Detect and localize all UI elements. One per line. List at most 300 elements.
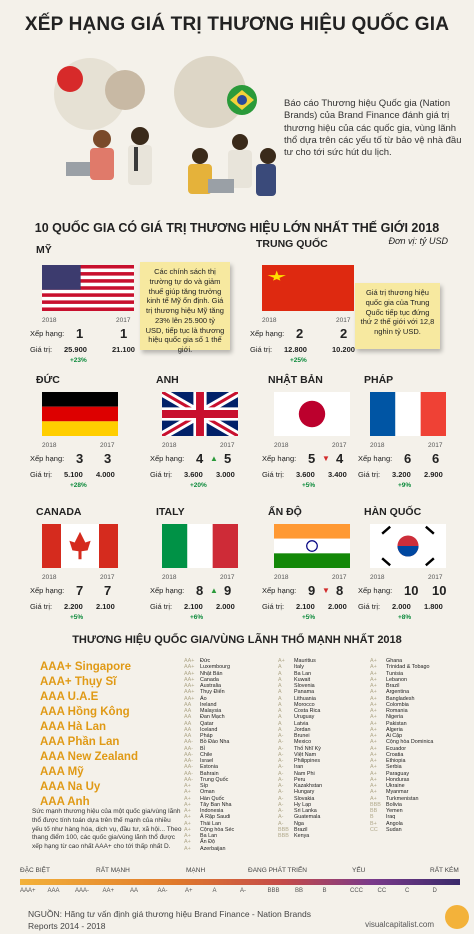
- rating-country: Cộng hòa Dominica: [386, 739, 434, 746]
- rating-grade: A-: [278, 808, 284, 814]
- page-title: XẾP HẠNG GIÁ TRỊ THƯƠNG HIỆU QUỐC GIA: [24, 14, 450, 35]
- growth-percent: +9%: [398, 482, 412, 489]
- value-2017: 10.200: [332, 345, 355, 354]
- singapore-flag-icon: [57, 66, 83, 92]
- rating-grade: AA: [184, 708, 192, 714]
- year-2017: 2017: [336, 317, 351, 324]
- rating-country: Costa Rica: [294, 708, 321, 714]
- scale-grade: CCC: [350, 888, 363, 894]
- growth-percent: +5%: [302, 614, 316, 621]
- rating-country: Kazakhstan: [294, 783, 323, 789]
- rating-country: Ethiopia: [386, 758, 406, 764]
- rating-grade: B+: [370, 820, 377, 827]
- scale-grade: A+: [185, 888, 193, 894]
- year-2018: 2018: [42, 317, 57, 324]
- rating-grade: AA+: [184, 658, 195, 664]
- rating-grade: A+: [370, 770, 377, 777]
- rating-grade: A: [278, 683, 282, 689]
- country-name: CANADA: [36, 506, 82, 518]
- value-2017: 21.100: [112, 345, 135, 354]
- top-brands-list: [40, 660, 138, 810]
- scale-grade: B: [322, 888, 327, 894]
- rating-grade: A+: [370, 658, 377, 664]
- rank-2017: 4: [336, 451, 344, 466]
- rating-grade: A: [278, 714, 282, 721]
- growth-percent: +6%: [190, 614, 204, 621]
- flag-image: [42, 392, 118, 436]
- rating-grade: A: [278, 676, 282, 683]
- rating-country: Jordan: [294, 726, 311, 733]
- value-label: Giá trị:: [250, 345, 273, 354]
- flag-image: [162, 524, 238, 568]
- rating-country: Slovenia: [294, 683, 315, 689]
- rating-grade: A: [278, 670, 282, 677]
- value-2017: 2.000: [216, 602, 235, 611]
- rating-country: Bangladesh: [386, 695, 415, 702]
- rating-country: Panama: [294, 689, 315, 696]
- rating-grade: A: [278, 695, 282, 702]
- rating-country: Pháp: [200, 733, 213, 739]
- rating-country: Nga: [294, 820, 304, 827]
- rating-grade: A-: [278, 814, 284, 821]
- rating-country: Tunisia: [386, 670, 404, 677]
- strong-brands-title: THƯƠNG HIỆU QUỐC GIA/VÙNG LÃNH THỔ MẠNH NHẤT 2018: [72, 634, 402, 646]
- country-name: NHẬT BẢN: [268, 374, 323, 386]
- rating-country: Thổ Nhĩ Kỳ: [294, 745, 321, 752]
- rating-grade: A-: [278, 789, 284, 796]
- value-2017: 3.400: [328, 470, 347, 479]
- rating-country: Hungary: [294, 789, 315, 796]
- scale-grade: A-: [240, 888, 246, 894]
- rating-grade: BB: [370, 808, 378, 814]
- rating-country: Nigeria: [386, 714, 404, 721]
- value-2018: 5.100: [64, 470, 83, 479]
- top-brand-item: AAA Phần Lan: [40, 736, 120, 748]
- growth-percent: +5%: [302, 482, 316, 489]
- country-name: TRUNG QUỐC: [256, 238, 328, 250]
- rank-2018: 1: [76, 326, 84, 341]
- rating-grade: BBB: [278, 833, 289, 839]
- rating-grade: A-: [278, 751, 284, 758]
- rating-grade: A+: [370, 758, 377, 764]
- rating-country: Azerbaijan: [200, 845, 226, 852]
- rating-country: Myanmar: [386, 789, 409, 796]
- rank-label: Xếp hạng:: [30, 586, 65, 595]
- rating-grade: A+: [370, 751, 377, 758]
- rank-label: Xếp hạng:: [150, 454, 185, 463]
- logo-icon: [445, 905, 469, 929]
- rating-grade: A+: [370, 776, 377, 783]
- rating-country: Oman: [200, 789, 215, 796]
- rating-grade: A+: [184, 826, 191, 833]
- rating-country: Hàn Quốc: [200, 795, 225, 802]
- intro-illustration: [30, 44, 280, 214]
- rating-grade: A+: [370, 714, 377, 721]
- rating-country: Ireland: [200, 701, 217, 708]
- rating-grade: AA+: [184, 689, 195, 696]
- rating-grade: A-: [278, 770, 284, 777]
- rating-grade: AA-: [184, 770, 193, 777]
- rank-2017: 10: [432, 583, 447, 598]
- year-2018: 2018: [42, 442, 57, 449]
- rating-grade: A-: [278, 758, 284, 764]
- rating-country: Uruguay: [294, 714, 315, 721]
- rank-2018: 8: [196, 583, 204, 598]
- country-name: HÀN QUỐC: [364, 506, 422, 518]
- rank-2017: 6: [432, 451, 440, 466]
- growth-percent: +5%: [70, 614, 84, 621]
- rating-country: Bolivia: [386, 801, 402, 808]
- rating-country: Brazil: [386, 683, 400, 689]
- value-2017: 2.100: [96, 602, 115, 611]
- flag-image: [370, 392, 446, 436]
- year-2017: 2017: [100, 574, 115, 581]
- rating-country: Tây Ban Nha: [200, 801, 232, 808]
- rating-country: Estonia: [200, 764, 218, 771]
- unit-label: Đơn vị: tỷ USD: [388, 236, 448, 246]
- rank-label: Xếp hạng:: [250, 329, 285, 338]
- rating-grade: A+: [370, 789, 377, 796]
- growth-percent: +23%: [70, 357, 87, 364]
- rating-grade: A+: [184, 833, 191, 839]
- top-brand-item: AAA Na Uy: [40, 781, 101, 793]
- rating-grade: AA+: [184, 676, 195, 683]
- rating-grade: A+: [184, 820, 191, 827]
- rating-grade: A+: [370, 676, 377, 683]
- rating-grade: A+: [184, 801, 191, 808]
- scale-grade: AAA+: [20, 888, 36, 894]
- rating-country: Iceland: [200, 726, 218, 733]
- rating-country: Sudan: [386, 826, 402, 833]
- rating-country: Síp: [200, 783, 209, 789]
- rating-country: Đan Mạch: [200, 714, 225, 721]
- rating-grade: A+: [370, 670, 377, 677]
- rating-grade: A+: [370, 708, 377, 714]
- rating-country: Serbia: [386, 764, 402, 771]
- value-label: Giá trị:: [30, 345, 53, 354]
- top-brand-item: AAA Hà Lan: [40, 721, 107, 733]
- rating-country: Slovakia: [294, 795, 315, 802]
- rating-grade: A+: [278, 658, 285, 664]
- rating-grade: A-: [278, 733, 284, 739]
- rating-column-3: [370, 658, 433, 833]
- rating-country: Mexico: [294, 739, 312, 746]
- value-label: Giá trị:: [30, 470, 53, 479]
- rating-country: Iraq: [386, 814, 396, 821]
- rating-country: Peru: [294, 776, 306, 783]
- scale-label: MẠNH: [186, 867, 206, 874]
- rating-country: Indonesia: [200, 808, 224, 814]
- rating-grade: A+: [370, 689, 377, 696]
- year-2018: 2018: [262, 317, 277, 324]
- rating-country: Israel: [200, 758, 214, 764]
- flag-image: [262, 265, 354, 311]
- rank-2018: 6: [404, 451, 412, 466]
- rating-item: [184, 846, 234, 852]
- rank-label: Xếp hạng:: [30, 329, 65, 338]
- top-brand-item: AAA Anh: [40, 796, 90, 808]
- rating-country: Nhật Bản: [200, 670, 223, 677]
- rating-grade: A+: [370, 745, 377, 752]
- rating-country: Lithuania: [294, 695, 316, 702]
- rating-country: Ai Cập: [386, 733, 403, 739]
- growth-percent: +20%: [190, 482, 207, 489]
- value-2018: 25.900: [64, 345, 87, 354]
- year-2017: 2017: [332, 574, 347, 581]
- rating-country: Colombia: [386, 701, 409, 708]
- rating-grade: AA+: [184, 695, 195, 702]
- arrow-down-icon: ▼: [322, 454, 330, 463]
- rating-country: Australia: [200, 683, 221, 689]
- value-2018: 3.600: [184, 470, 203, 479]
- rating-country: Ukraine: [386, 783, 405, 789]
- value-label: Giá trị:: [262, 470, 285, 479]
- rating-explanation: Sức mạnh thương hiệu của một quốc gia/vùng lãnh thổ được tính toán dựa trên thế mạnh của nhiều yếu tố như hàng hóa, dịch vụ, đầu tư, xã hội... Theo thang điểm 100, các quốc gia/vùng lãnh thổ được xếp hạng từ cao nhất AAA+ cho tới thấp nhất D.: [32, 808, 182, 851]
- rating-country: Bồ Đào Nha: [200, 739, 230, 746]
- credit: visualcapitalist.com: [365, 920, 434, 929]
- rank-2017: 3: [104, 451, 112, 466]
- flag-image: [370, 524, 446, 568]
- rating-country: Bahrain: [200, 770, 219, 777]
- rank-2018: 10: [404, 583, 419, 598]
- value-2018: 3.200: [392, 470, 411, 479]
- rating-grade: A: [278, 664, 282, 671]
- growth-percent: +8%: [398, 614, 412, 621]
- rank-2018: 5: [308, 451, 316, 466]
- value-label: Giá trị:: [150, 602, 173, 611]
- country-name: ITALY: [156, 506, 185, 518]
- scale-label: YẾU: [352, 867, 366, 874]
- rating-grade: AA: [184, 733, 192, 739]
- rating-grade: A-: [278, 801, 284, 808]
- value-label: Giá trị:: [262, 602, 285, 611]
- rating-country: Morocco: [294, 701, 315, 708]
- flag-image: [42, 524, 118, 568]
- year-2017: 2017: [100, 442, 115, 449]
- rating-country: Philippines: [294, 758, 321, 764]
- rank-2017: 8: [336, 583, 344, 598]
- rating-grade: A+: [370, 733, 377, 739]
- year-2018: 2018: [274, 442, 289, 449]
- rating-grade: A-: [278, 764, 284, 771]
- value-label: Giá trị:: [30, 602, 53, 611]
- rank-2017: 5: [224, 451, 232, 466]
- rating-grade: A+: [184, 839, 191, 846]
- scale-grade: CC: [377, 888, 387, 894]
- top-brand-item: AAA Hồng Kông: [40, 706, 130, 718]
- rating-grade: A-: [278, 783, 284, 789]
- scale-grade: C: [405, 888, 410, 894]
- rating-column-1: [184, 658, 234, 852]
- rating-country: Áo: [200, 695, 207, 702]
- country-name: ẤN ĐỘ: [268, 506, 302, 518]
- scale-grade: AA+: [102, 888, 115, 894]
- top-brand-item: AAA+ Singapore: [40, 661, 132, 673]
- rating-country: Croatia: [386, 751, 404, 758]
- rating-grade: A: [278, 726, 282, 733]
- rating-country: Sri Lanka: [294, 808, 317, 814]
- scale-label: RẤT MẠNH: [96, 867, 130, 874]
- value-label: Giá trị:: [150, 470, 173, 479]
- year-2018: 2018: [370, 574, 385, 581]
- year-2017: 2017: [428, 442, 443, 449]
- rating-grade: A-: [278, 795, 284, 802]
- rating-country: Thụy Điển: [200, 689, 225, 696]
- rating-country: Romania: [386, 708, 408, 714]
- rating-country: Pakistan: [386, 720, 407, 727]
- scale-grade: AA-: [157, 888, 168, 894]
- country-name: MỸ: [36, 244, 52, 256]
- scale-grade: AAA-: [75, 888, 90, 894]
- rating-country: Iran: [294, 764, 304, 771]
- rank-label: Xếp hạng:: [262, 586, 297, 595]
- rating-country: Brunei: [294, 733, 310, 739]
- rank-label: Xếp hạng:: [358, 454, 393, 463]
- value-2018: 2.000: [392, 602, 411, 611]
- rating-country: Paraguay: [386, 770, 410, 777]
- country-name: ĐỨC: [36, 374, 60, 386]
- arrow-up-icon: ▲: [210, 454, 218, 463]
- rating-grade: A+: [184, 814, 191, 821]
- rating-grade: A: [278, 701, 282, 708]
- scale-grade: AA: [130, 888, 139, 894]
- rank-2017: 2: [340, 326, 348, 341]
- rating-grade: AA+: [184, 670, 195, 677]
- rating-grade: A+: [370, 695, 377, 702]
- rating-grade: AA+: [184, 683, 195, 689]
- rating-grade: AA-: [184, 745, 193, 752]
- rank-2018: 2: [296, 326, 304, 341]
- rating-country: Mauritius: [294, 658, 316, 664]
- rating-grade: AA: [184, 726, 192, 733]
- value-2018: 2.100: [184, 602, 203, 611]
- value-2018: 2.100: [296, 602, 315, 611]
- rating-grade: A: [278, 720, 282, 727]
- rating-grade: BBB: [278, 826, 289, 833]
- rating-country: Ghana: [386, 658, 403, 664]
- rating-country: Hy Lạp: [294, 801, 312, 808]
- rating-grade: AA-: [184, 739, 193, 746]
- rating-country: Honduras: [386, 776, 410, 783]
- rank-2018: 3: [76, 451, 84, 466]
- top-brand-item: AAA Mỹ: [40, 766, 84, 778]
- flag-image: [162, 392, 238, 436]
- rating-country: Lebanon: [386, 676, 407, 683]
- rating-grade: AA: [184, 714, 192, 721]
- rating-country: Cộng hòa Séc: [200, 826, 235, 833]
- rating-country: Ả Rập Saudi: [200, 814, 231, 821]
- source-note: NGUỒN: Hãng tư vấn định giá thương hiệu Brand Finance - Nation Brands Reports 2014 - 2018: [28, 909, 311, 931]
- rating-country: Bỉ: [200, 745, 205, 752]
- rating-country: Trinidad & Tobago: [386, 664, 430, 671]
- rating-grade: AA: [184, 701, 192, 708]
- scale-grade: A: [212, 888, 217, 894]
- rating-grade: A+: [370, 739, 377, 746]
- rank-2017: 9: [224, 583, 232, 598]
- rating-country: Ecuador: [386, 745, 407, 752]
- rating-grade: A: [278, 689, 282, 696]
- growth-percent: +28%: [70, 482, 87, 489]
- rating-grade: B: [370, 814, 374, 821]
- year-2018: 2018: [274, 574, 289, 581]
- arrow-down-icon: ▼: [322, 586, 330, 595]
- rating-country: Qatar: [200, 720, 214, 727]
- rating-grade: A+: [370, 720, 377, 727]
- sticky-note: Giá trị thương hiệu quốc gia của Trung Quốc tiếp tục đứng thứ 2 thế giới với 12,8 nghìn tỷ USD.: [355, 283, 440, 349]
- rating-grade: A+: [370, 664, 377, 671]
- rating-grade: A+: [184, 783, 191, 789]
- rating-country: Guatemala: [294, 814, 321, 821]
- rating-grade: A+: [370, 701, 377, 708]
- rating-country: Latvia: [294, 720, 309, 727]
- rating-country: Kuwait: [294, 676, 311, 683]
- rating-country: Argentina: [386, 689, 410, 696]
- scale-grade: BBB: [267, 888, 280, 894]
- rating-country: Kenya: [294, 833, 310, 839]
- rating-country: Ba Lan: [294, 670, 312, 677]
- rating-grade: AA+: [184, 664, 195, 671]
- rating-country: Đức: [200, 658, 211, 664]
- rating-grade: A+: [184, 789, 191, 796]
- year-2018: 2018: [370, 442, 385, 449]
- rating-grade: A+: [370, 795, 377, 802]
- rating-country: Angola: [386, 820, 403, 827]
- rating-grade: A+: [184, 808, 191, 814]
- rating-grade: A: [278, 708, 282, 714]
- country-name: ANH: [156, 374, 179, 386]
- year-2017: 2017: [220, 442, 235, 449]
- country-name: PHÁP: [364, 374, 394, 386]
- value-2018: 2.200: [64, 602, 83, 611]
- rank-2017: 1: [120, 326, 128, 341]
- rating-country: Ba Lan: [200, 833, 218, 839]
- rating-grade: AA-: [184, 776, 193, 783]
- top-brand-item: AAA U.A.E: [40, 691, 99, 703]
- rank-label: Xếp hạng:: [262, 454, 297, 463]
- rating-country: Luxembourg: [200, 664, 230, 671]
- rank-label: Xếp hạng:: [150, 586, 185, 595]
- rank-2017: 7: [104, 583, 112, 598]
- rating-country: Yemen: [386, 808, 403, 814]
- sticky-note: Các chính sách thị trường tự do và giảm thuế giúp tăng trưởng kinh tế Mỹ ổn định. Giá trị thương hiệu Mỹ tăng 23% lên 25.900 tỷ USD, tiếp tục là thương hiệu quốc gia số 1 thế giới.: [140, 262, 230, 350]
- value-label: Giá trị:: [358, 470, 381, 479]
- value-2018: 3.600: [296, 470, 315, 479]
- rating-grade: AA: [184, 720, 192, 727]
- arrow-up-icon: ▲: [210, 586, 218, 595]
- scale-grade: AAA: [47, 888, 60, 894]
- section-title: 10 QUỐC GIA CÓ GIÁ TRỊ THƯƠNG HIỆU LỚN NHẤT THẾ GIỚI 2018: [34, 221, 440, 235]
- year-2018: 2018: [162, 574, 177, 581]
- year-2017: 2017: [332, 442, 347, 449]
- rating-country: Malaysia: [200, 708, 222, 714]
- year-2017: 2017: [220, 574, 235, 581]
- rating-column-2: [278, 658, 322, 839]
- growth-percent: +25%: [290, 357, 307, 364]
- rank-label: Xếp hạng:: [30, 454, 65, 463]
- rank-2018: 4: [196, 451, 204, 466]
- rating-country: Trung Quốc: [200, 776, 229, 783]
- value-2017: 2.000: [328, 602, 347, 611]
- rating-grade: A+: [370, 783, 377, 789]
- rating-grade: A+: [184, 795, 191, 802]
- year-2017: 2017: [428, 574, 443, 581]
- top-brand-item: AAA New Zealand: [40, 751, 138, 763]
- value-2017: 2.900: [424, 470, 443, 479]
- rating-country: Nam Phi: [294, 770, 315, 777]
- rating-country: Canada: [200, 676, 219, 683]
- flag-image: [274, 392, 350, 436]
- rating-country: Brazil: [294, 826, 308, 833]
